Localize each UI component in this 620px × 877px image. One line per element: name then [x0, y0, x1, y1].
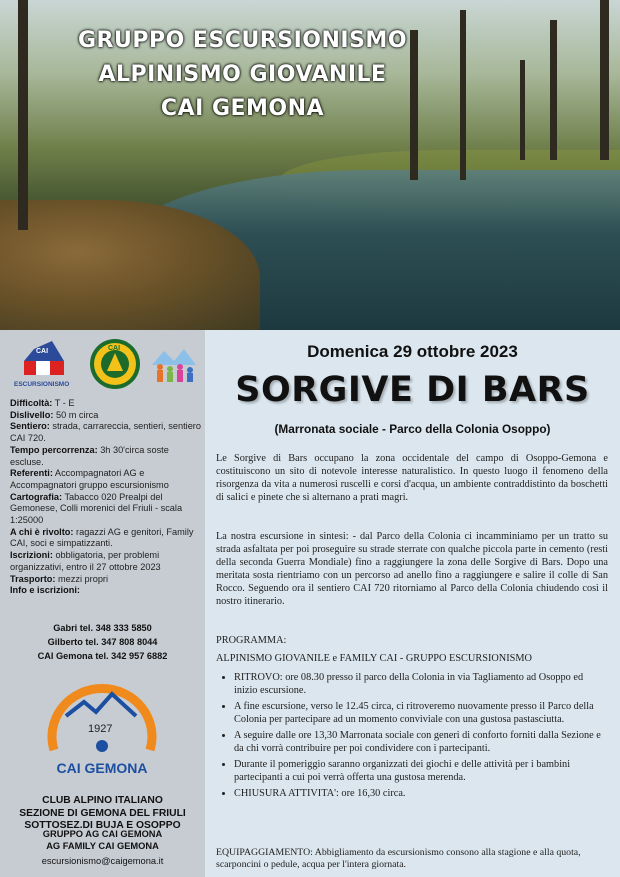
- family-logo: [150, 343, 198, 387]
- info-iscrizioni: Iscrizioni: obbligatoria, per problemi organizzativi, entro il 27 ottobre 2023: [10, 550, 161, 572]
- hero-title-line-1: GRUPPO ESCURSIONISMO: [77, 28, 408, 53]
- svg-text:1927: 1927: [88, 723, 113, 735]
- escursionismo-logo: [12, 339, 82, 389]
- program-heading: PROGRAMMA:: [216, 635, 287, 646]
- email-address[interactable]: escursionismo@caigemona.it: [41, 856, 164, 866]
- contact-gilberto: Gilberto tel. 347 808 8044: [47, 637, 158, 647]
- cai-badge-logo: [88, 337, 142, 391]
- list-item: • A fine escursione, verso le 12.45 circa, ci ritroveremo nuovamente presso il Parco della Colonia per partecipare ad un momento conviviale con una gustosa pastasciutta.: [234, 700, 608, 726]
- list-item: • Durante il pomeriggio saranno organizzati dei giochi e delle attività per i bambini partecipanti a cui poi verrà offerta una gustosa merenda.: [234, 758, 608, 784]
- contact-gabri: Gabri tel. 348 333 5850: [53, 623, 152, 633]
- info-sentiero: Sentiero: strada, carrareccia, sentieri, sentiero CAI 720.: [10, 421, 201, 444]
- svg-text:CAI GEMONA: CAI GEMONA: [56, 760, 148, 776]
- program-list: [216, 671, 608, 803]
- program-subheading: ALPINISMO GIOVANILE e FAMILY CAI - GRUPPO ESCURSIONISMO: [216, 653, 532, 664]
- logo-row: [0, 337, 205, 392]
- hero-photo: [0, 0, 620, 330]
- description-paragraph-1: Le Sorgive di Bars occupano la zona occidentale del campo di Osoppo-Gemona e costituiscono un sito di notevole interesse naturalistico. In questo luogo il fenomeno della risorgenza da vita a numerosi ruscelli e corsi d'acqua, un ambiente contraddistinto da boschetti di salici e pinete che si alternano a prati magri.: [216, 453, 608, 503]
- info-referenti: Referenti: Accompagnatori AG e Accompagnatori gruppo escursionismo: [10, 468, 169, 490]
- event-subtitle: (Marronata sociale - Parco della Colonia Osoppo): [274, 422, 551, 436]
- info-dislivello: Dislivello: 50 m circa: [10, 409, 99, 420]
- trip-info-list: [10, 398, 202, 597]
- svg-text:ESCURSIONISMO: ESCURSIONISMO: [14, 381, 70, 388]
- cai-gemona-logo: [44, 680, 160, 780]
- contacts: [0, 621, 205, 663]
- list-item: • A seguire dalle ore 13,30 Marronata sociale con generi di conforto forniti dalla Sezione e da chi vorrà contribuire per poi condividere con i partecipanti.: [234, 729, 608, 755]
- info-contatti: Info e iscrizioni:: [10, 585, 80, 596]
- event-date: Domenica 29 ottobre 2023: [307, 342, 518, 361]
- svg-text:CAI: CAI: [108, 345, 121, 352]
- info-destinatari: A chi è rivolto: ragazzi AG e genitori, Family CAI, soci e simpatizzanti.: [10, 526, 194, 549]
- hero-title-line-2: ALPINISMO GIOVANILE: [98, 62, 387, 87]
- list-item: • CHIUSURA ATTIVITA': ore 16,30 circa.: [234, 787, 608, 800]
- club-name: CLUB ALPINO ITALIANO SEZIONE DI GEMONA DEL FRIULI SOTTOSEZ.DI BUJA E OSOPPO: [19, 795, 186, 831]
- event-title: SORGIVE DI BARS: [235, 370, 590, 410]
- info-difficolta: Difficoltà: T - E: [10, 398, 75, 408]
- description-paragraph-2: La nostra escursione in sintesi: - dal Parco della Colonia ci incamminiamo per un tratto su strada asfaltata per poi proseguire su strade sterrate con qualche piccola parte in cemento (resti della seconda Guerra Mondiale) fino a raggiungere la zona delle Sorgive di Bars. Dopo una meritata sosta rientriamo con un percorso ad anello fino a raggiungere e salire il colle di San Rocco. Seguendo ora il sentiero CAI 720 ritorniamo al Parco della Colonia chiudendo così il nostro itinerario.: [216, 531, 608, 607]
- equipment-note: EQUIPAGGIAMENTO: Abbigliamento da escursionismo consono alla stagione e alla quota, scarponcini o pedule, acqua per l'intera giornata.: [216, 847, 581, 870]
- svg-text:CAI: CAI: [36, 348, 49, 355]
- group-name: GRUPPO AG CAI GEMONA AG FAMILY CAI GEMONA: [42, 829, 163, 851]
- list-item: • RITROVO: ore 08.30 presso il parco della Colonia in via Tagliamento ad Osoppo ed inizio escursione.: [234, 671, 608, 697]
- hero-title-line-3: CAI GEMONA: [160, 96, 325, 121]
- contact-cai-gemona: CAI Gemona tel. 342 957 6882: [37, 651, 168, 661]
- info-tempo: Tempo percorrenza: 3h 30'circa soste escluse.: [10, 444, 169, 467]
- info-cartografia: Cartografia: Tabacco 020 Prealpi del Gemonese, Colli morenici del Friuli - scala 1:25000: [10, 491, 183, 526]
- info-trasporto: Trasporto: mezzi propri: [10, 573, 109, 584]
